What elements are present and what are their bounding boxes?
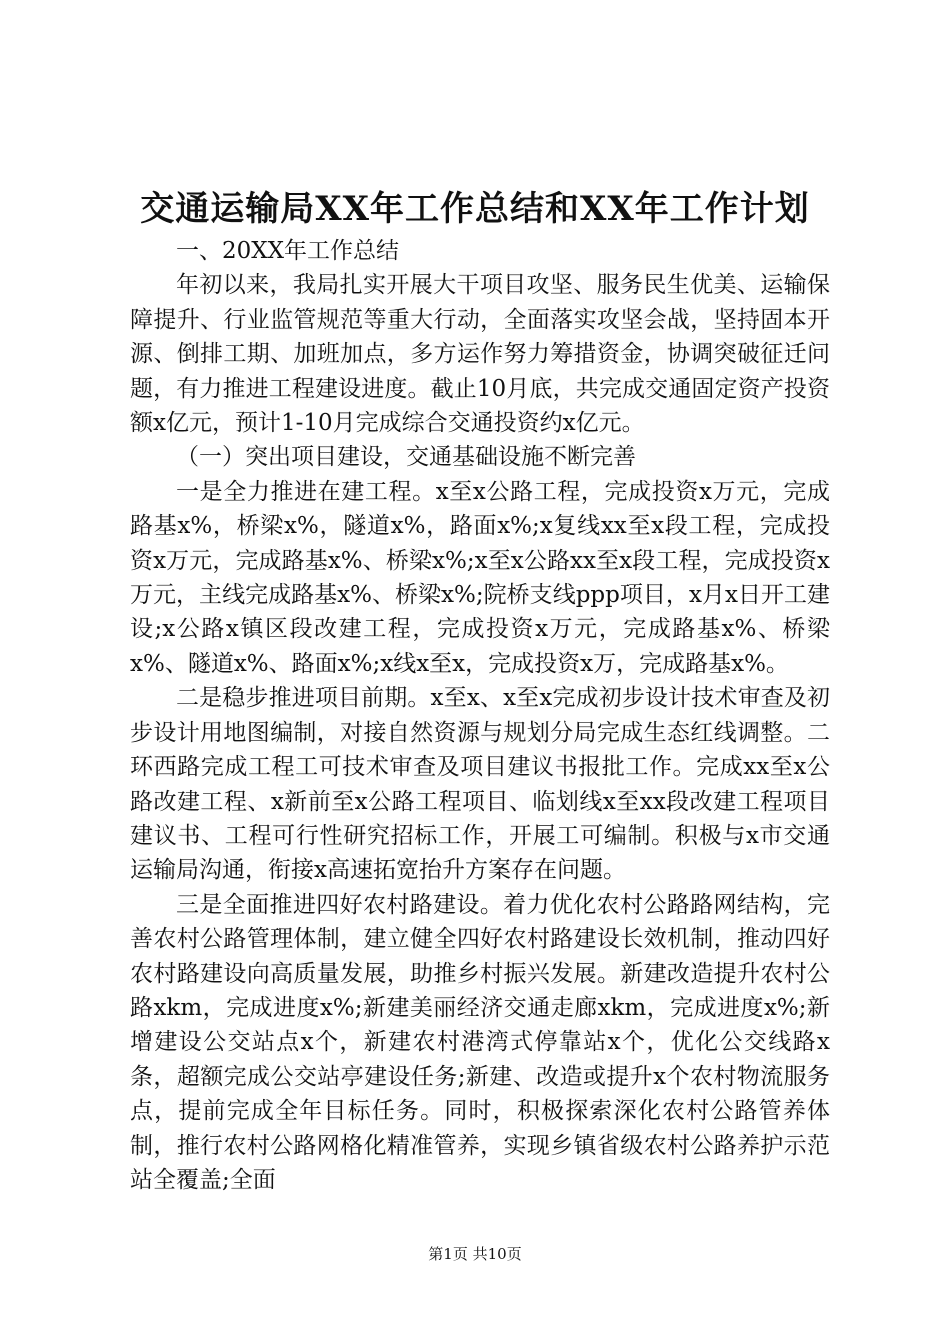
paragraph-point-1: 一是全力推进在建工程。x至x公路工程，完成投资x万元，完成路基x%，桥梁x%，隧道x%，路面x%;x复线xx至x段工程，完成投资x万元，完成路基x%、桥梁x%;x至x公路xx至x段工程，完成投资x万元，主线完成路基x%、桥梁x%;院桥支线ppp项目，x月x日开工建设;x公路x镇区段改建工程，完成投资x万元，完成路基x%、桥梁x%、隧道x%、路面x%;x线x至x，完成投资x万，完成路基x%。 [130, 478, 830, 677]
document-title: 交通运输局XX年工作总结和XX年工作计划 [140, 189, 810, 229]
document-body [130, 234, 830, 1197]
paragraph-point-2: 二是稳步推进项目前期。x至x、x至x完成初步设计技术审查及初步设计用地图编制，对接自然资源与规划分局完成生态红线调整。二环西路完成工程工可技术审查及项目建议书报批工作。完成xx至x公路改建工程、x新前至x公路工程项目、临划线x至xx段改建工程项目建议书、工程可行性研究招标工作，开展工可编制。积极与x市交通运输局沟通，衔接x高速拓宽抬升方案存在问题。 [130, 685, 830, 884]
subsection-heading: （一）突出项目建设，交通基础设施不断完善 [176, 444, 636, 471]
paragraph-point-3: 三是全面推进四好农村路建设。着力优化农村公路路网结构，完善农村公路管理体制，建立健全四好农村路建设长效机制，推动四好农村路建设向高质量发展，助推乡村振兴发展。新建改造提升农村公路xkm，完成进度x%;新建美丽经济交通走廊xkm，完成进度x%;新增建设公交站点x个，新建农村港湾式停靠站x个，优化公交线路x条，超额完成公交站亭建设任务;新建、改造或提升x个农村物流服务点，提前完成全年目标任务。同时，积极探索深化农村公路管养体制，推行农村公路网格化精准管养，实现乡镇省级农村公路养护示范站全覆盖;全面 [130, 891, 830, 1193]
page-footer: 第1页 共10页 [428, 1245, 522, 1263]
paragraph-intro: 年初以来，我局扎实开展大干项目攻坚、服务民生优美、运输保障提升、行业监管规范等重大行动，全面落实攻坚会战，坚持固本开源、倒排工期、加班加点，多方运作努力筹措资金，协调突破征迁问题，有力推进工程建设进度。截止10月底，共完成交通固定资产投资额x亿元，预计1-10月完成综合交通投资约x亿元。 [130, 272, 830, 437]
section-heading: 一、20XX年工作总结 [176, 238, 400, 264]
